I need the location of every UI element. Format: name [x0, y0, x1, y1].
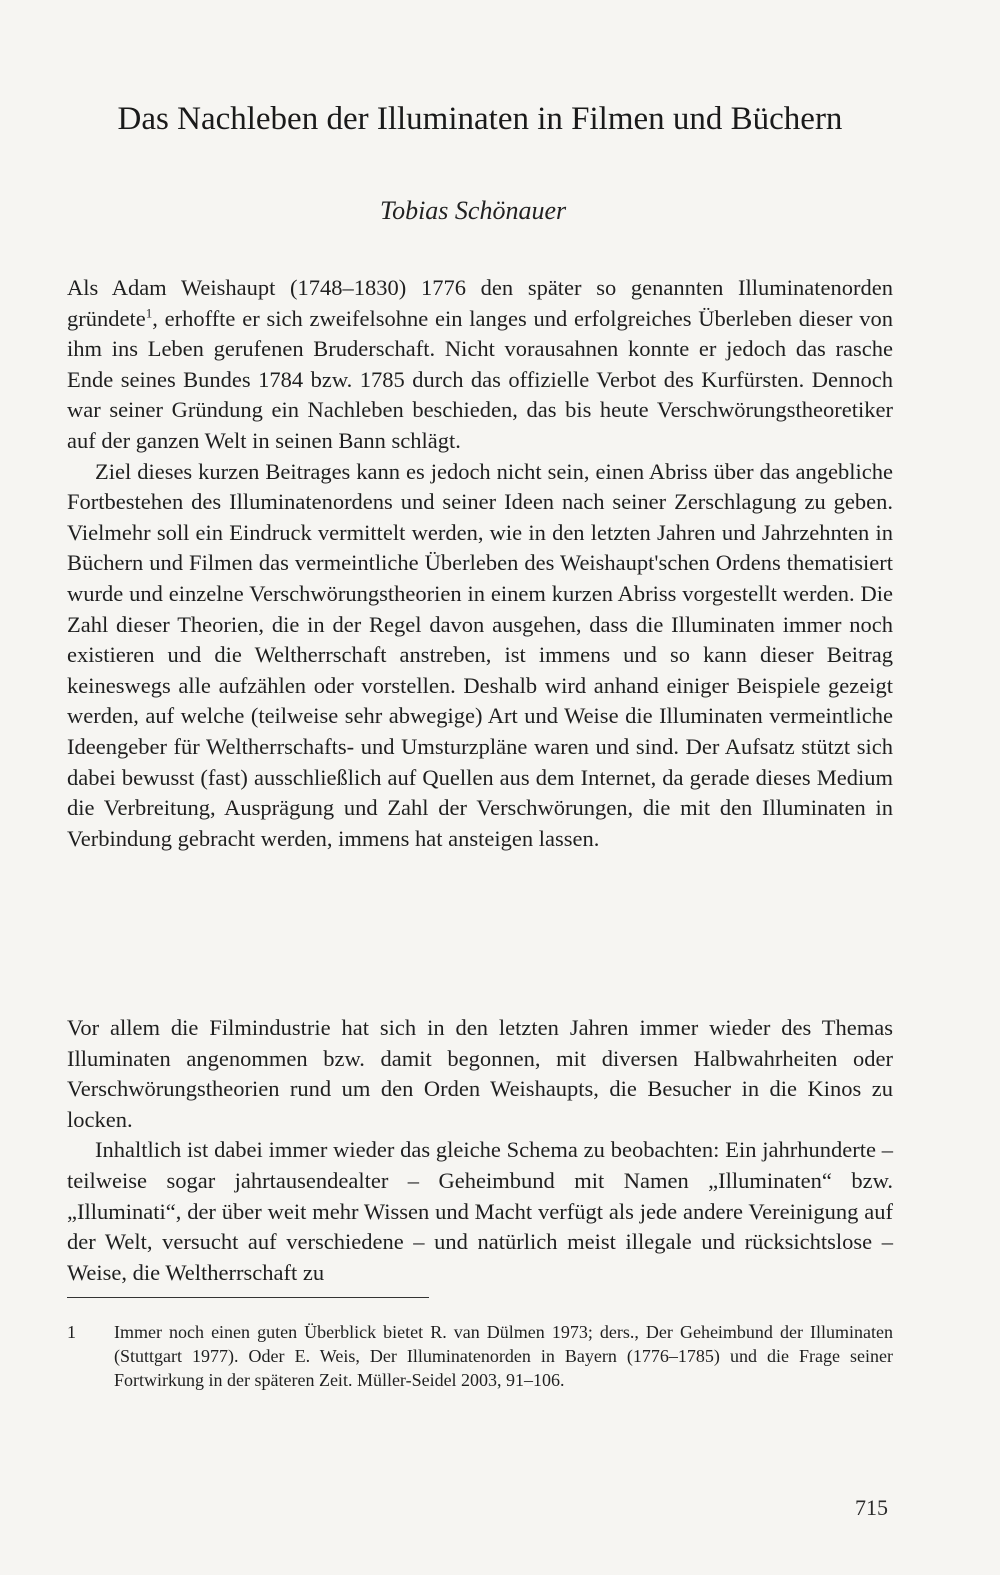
- paragraph-1-rest: , erhoffte er sich zweifelsohne ein langes und erfolgreiches Überleben dieser von ihm ins Leben gerufenen Bruderschaft. Nicht vorausahnen konnte er jedoch das rasche Ende seines Bundes 1784 bzw. 1785 durch das offizielle Verbot des Kurfürsten. Dennoch war seiner Gründung ein Nachleben beschieden, das bis heute Verschwörungstheoretiker auf der ganzen Welt in seinen Bann schlägt.: [67, 305, 893, 453]
- body-section-1: [67, 273, 893, 854]
- footnote: [67, 1320, 893, 1392]
- author-name: Tobias Schönauer: [380, 196, 567, 225]
- page-number: 715: [855, 1495, 888, 1520]
- paragraph-4: Inhaltlich ist dabei immer wieder das gleiche Schema zu beobachten: Ein jahrhunderte – teilweise sogar jahrtausendealter – Geheimbund mit Namen „Illuminaten“ bzw. „Illuminati“, der über weit mehr Wissen und Macht verfügt als jede andere Vereinigung auf der Welt, versucht auf verschiedene – und natürlich meist illegale und rücksichtslose – Weise, die Weltherrschaft zu: [67, 1137, 893, 1285]
- paragraph-3: Vor allem die Filmindustrie hat sich in den letzten Jahren immer wieder des Themas Illuminaten angenommen bzw. damit begonnen, mit diversen Halbwahrheiten oder Verschwörungstheorien rund um den Orden Weishaupts, die Besucher in die Kinos zu locken.: [67, 1015, 893, 1132]
- footnote-divider: [67, 1297, 429, 1298]
- paragraph-1: [67, 273, 893, 457]
- footnote-number: 1: [67, 1322, 76, 1342]
- paragraph-2: Ziel dieses kurzen Beitrages kann es jedoch nicht sein, einen Abriss über das angebliche Fortbestehen des Illuminatenordens und seiner Ideen nach seiner Zerschlagung zu geben. Vielmehr soll ein Eindruck vermittelt werden, wie in den letzten Jahren und Jahrzehnten in Büchern und Filmen das vermeintliche Überleben des Weishaupt'schen Ordens thematisiert wurde und einzelne Verschwörungstheorien in einem kurzen Abriss vorgestellt werden. Die Zahl dieser Theorien, die in der Regel davon ausgehen, dass die Illuminaten immer noch existieren und die Weltherrschaft anstreben, ist immens und so kann dieser Beitrag keineswegs alle aufzählen oder vorstellen. Deshalb wird anhand einiger Beispiele gezeigt werden, auf welche (teilweise sehr abwegige) Art und Weise die Illuminaten vermeintliche Ideengeber für Weltherrschafts- und Umsturzpläne waren und sind. Der Aufsatz stützt sich dabei bewusst (fast) ausschließlich auf Quellen aus dem Internet, da gerade dieses Medium die Verbreitung, Ausprägung und Zahl der Verschwörungen, die mit den Illuminaten in Verbindung gebracht werden, immens hat ansteigen lassen.: [67, 458, 893, 851]
- body-section-2: [67, 1013, 893, 1288]
- chapter-title: Das Nachleben der Illuminaten in Filmen und Büchern: [117, 101, 843, 137]
- paragraph-1-start: Als Adam Weishaupt (1748–1830) 1776 den später so genannten Illuminatenorden gründete: [67, 275, 893, 331]
- footnote-reference: 1: [145, 305, 153, 321]
- footnote-text: Immer noch einen guten Überblick bietet R. van Dülmen 1973; ders., Der Geheimbund der Illuminaten (Stuttgart 1977). Oder E. Weis, Der Illuminatenorden in Bayern (1776–1785) und die Frage seiner Fortwirkung in der späteren Zeit. Müller-Seidel 2003, 91–106.: [114, 1322, 893, 1390]
